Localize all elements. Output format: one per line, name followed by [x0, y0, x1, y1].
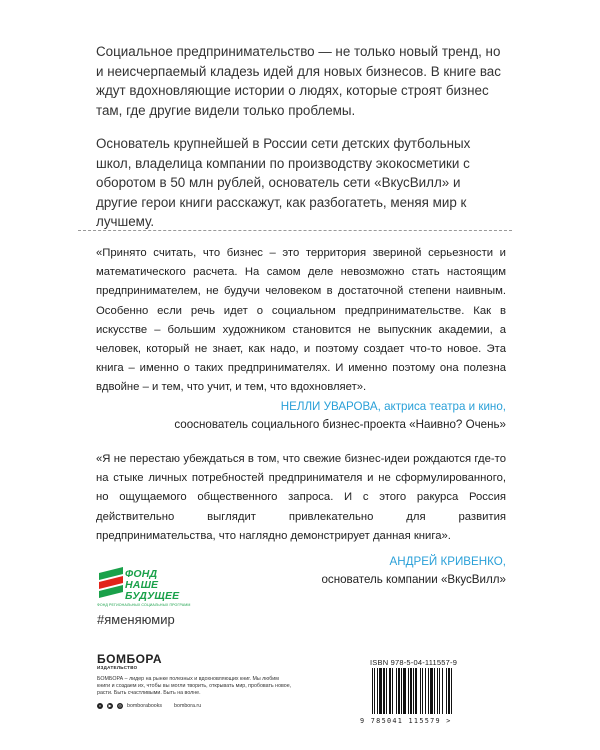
barcode-bar: [379, 668, 382, 714]
barcode-bar: [410, 668, 412, 714]
intro-paragraph-2: Основатель крупнейшей в России сети детских футбольных школ, владелица компании по производству экокосметики с оборотом в 50 млн рублей, основатель сети «ВкусВилл» и другие герои книги расскажут, как разбогатеть, меняя мир к лучшему.: [96, 136, 471, 229]
intro-paragraph-1: Социальное предпринимательство — не только новый тренд, но и неисчерпаемый кладезь идей для новых бизнесов. В книге вас ждут вдохновляющие истории о людях, которые строят бизнес там, где другие видели только проблемы.: [96, 44, 501, 118]
logo-caption: ФОНД РЕГИОНАЛЬНЫХ СОЦИАЛЬНЫХ ПРОГРАММ: [97, 603, 191, 607]
barcode-bar: [428, 668, 429, 714]
barcode-bar: [434, 668, 435, 714]
barcode-bar: [396, 668, 397, 714]
barcode-bar: [437, 668, 438, 714]
author-name: АНДРЕЙ КРИВЕНКО,: [389, 555, 506, 568]
barcode-bar: [442, 668, 443, 714]
quote-uvarova: «Принято считать, что бизнес – это территория звериной серьезности и математического расчета. На самом деле невозможно стать настоящим предпринимателем, не будучи человеком в достаточной степени наивным. Особенно если речь идет о социальном предпринимательстве. Как в искусстве – большим художником становится не выпускник академии, а человек, который не знает, как надо, и поэтому создает что-то новое. Эта книга – именно о таких предпринимателях. И именно поэтому она полезна вдвойне – и тем, что учит, и тем, что вдохновляет».: [96, 247, 506, 394]
barcode-bar: [430, 668, 433, 714]
barcode-bar: [408, 668, 409, 714]
author-name: НЕЛЛИ УВАРОВА, актриса театра и кино,: [280, 400, 506, 413]
author-role: сооснователь социального бизнес-проекта «Наивно? Очень»: [174, 418, 506, 431]
barcode-bar: [446, 668, 447, 714]
publisher-subtitle: ИЗДАТЕЛЬСТВО: [97, 665, 138, 670]
barcode-bar: [377, 668, 378, 714]
social-handle: bomborabooks: [127, 703, 163, 709]
barcode-number: 9 785041 115579 >: [360, 717, 452, 725]
instagram-icon: ◎: [118, 703, 122, 708]
publisher-logo: БОМБОРА: [97, 652, 163, 666]
fund-logo-mark-icon: [97, 565, 127, 601]
barcode-bar: [422, 668, 423, 714]
barcode-bar: [448, 668, 450, 714]
dashed-divider: [78, 230, 512, 231]
barcode-bar: [425, 668, 426, 714]
quote-uvarova-attribution: [174, 398, 506, 434]
logo-line-3: БУДУЩЕЕ: [125, 590, 180, 602]
hashtag: #яменяюмир: [97, 612, 175, 627]
vk-icon: v: [99, 703, 101, 708]
barcode-bar: [451, 668, 452, 714]
author-role: основатель компании «ВкусВилл»: [321, 573, 506, 586]
isbn: ISBN 978-5-04-111557-9: [370, 658, 458, 667]
barcode-bar: [401, 668, 402, 714]
quote-krivenko: «Я не перестаю убеждаться в том, что свежие бизнес-идеи рождаются где-то на стыке личных потребностей предпринимателя и не сформулированного, но ощущаемого общественного запроса. И с этого ракурса Россия действительно выглядит привлекательно для развития предпринимательства, что наглядно демонстрирует данная книга».: [96, 453, 506, 542]
publisher-links: [97, 703, 297, 709]
barcode: [370, 668, 500, 716]
barcode-bar: [372, 668, 373, 714]
logo-line-1: ФОНД: [125, 568, 158, 580]
barcode-bar: [403, 668, 406, 714]
barcode-bar: [392, 668, 393, 714]
barcode-bar: [386, 668, 387, 714]
publisher-block: [97, 652, 297, 709]
barcode-bar: [383, 668, 385, 714]
logo-line-2: НАШЕ: [125, 579, 159, 591]
publisher-description: БОМБОРА – лидер на рынке полезных и вдохновляющих книг. Мы любим книги и создаем их, чтобы вы могли творить, открывать мир, пробовать новое, расти. Быть счастливыми. Быть на волне.: [97, 676, 292, 696]
barcode-bar: [398, 668, 400, 714]
barcode-bar: [415, 668, 417, 714]
barcode-bar: [374, 668, 375, 714]
barcode-bar: [413, 668, 414, 714]
youtube-icon: ▶: [108, 703, 112, 708]
barcode-bar: [420, 668, 421, 714]
barcode-bar: [439, 668, 440, 714]
quote-krivenko-attribution: [321, 553, 506, 589]
barcode-bar: [389, 668, 391, 714]
fund-logo: [97, 565, 189, 610]
website: bombora.ru: [174, 703, 202, 709]
intro-text: [96, 42, 504, 246]
